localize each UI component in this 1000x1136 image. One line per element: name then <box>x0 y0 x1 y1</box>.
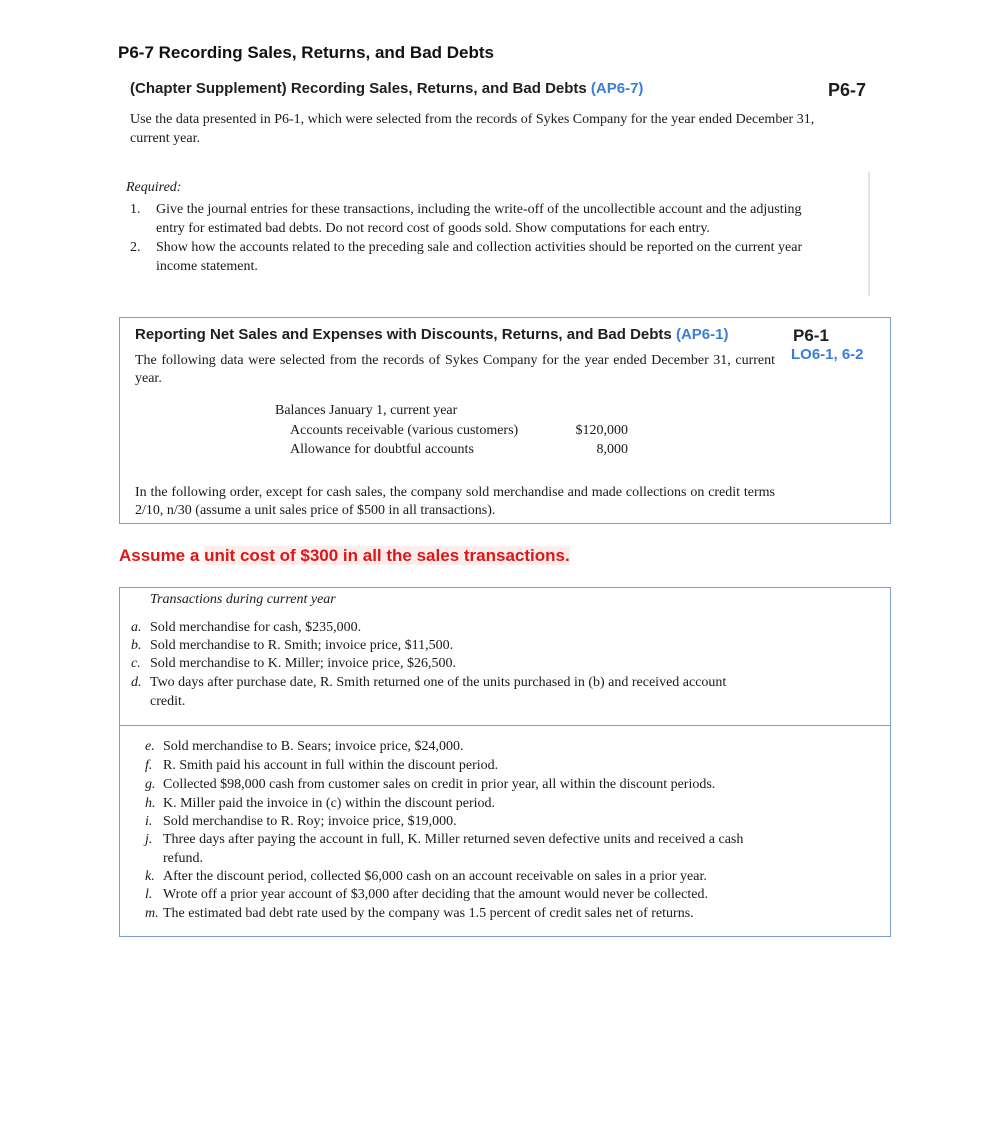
p6-1-heading-text: Reporting Net Sales and Expenses with Discounts, Returns, and Bad Debts <box>135 326 672 343</box>
transaction-letter: k. <box>145 869 155 884</box>
p6-1-code: (AP6-1) <box>675 326 729 343</box>
transaction-letter: l. <box>145 887 153 902</box>
transaction-item <box>131 637 831 657</box>
transaction-text: Sold merchandise to K. Miller; invoice price, $26,500. <box>150 656 456 671</box>
transaction-letter: c. <box>131 656 141 671</box>
transaction-item <box>145 795 845 815</box>
p6-7-heading <box>130 80 643 97</box>
transaction-item <box>145 738 845 758</box>
required-list <box>126 200 816 276</box>
transaction-item <box>131 674 831 712</box>
transaction-letter: g. <box>145 777 156 792</box>
transaction-text: The estimated bad debt rate used by the company was 1.5 percent of credit sales net of returns. <box>163 906 694 921</box>
transaction-item <box>145 868 845 888</box>
required-item-number: 2. <box>130 240 141 255</box>
balance-label-accounts-receivable: Accounts receivable (various customers) <box>290 423 519 438</box>
assumption-note <box>119 546 570 566</box>
balance-label-allowance: Allowance for doubtful accounts <box>290 442 474 457</box>
transaction-text: Sold merchandise to B. Sears; invoice price, $24,000. <box>163 739 464 754</box>
transaction-text-continued: refund. <box>163 851 204 866</box>
transaction-letter: i. <box>145 814 153 829</box>
transaction-item <box>131 655 831 675</box>
required-item <box>126 200 816 238</box>
transaction-text: Three days after paying the account in full, K. Miller returned seven defective units and received a cash <box>163 832 744 847</box>
assumption-highlight: unit cost of $300 in all the sales transactions. <box>204 546 570 565</box>
p6-1-intro: The following data were selected from the records of Sykes Company for the year ended December 31, current year. <box>135 353 775 386</box>
required-item-text: Show how the accounts related to the preceding sale and collection activities should be reported on the current year income statement. <box>156 240 803 274</box>
transaction-text: K. Miller paid the invoice in (c) within the discount period. <box>163 796 496 811</box>
p6-7-code: (AP6-7) <box>590 80 644 97</box>
balance-value-allowance: 8,000 <box>596 442 628 457</box>
p6-7-heading-text: (Chapter Supplement) Recording Sales, Returns, and Bad Debts <box>130 80 587 97</box>
page-title: P6-7 Recording Sales, Returns, and Bad Debts <box>118 43 494 62</box>
assumption-prefix: Assume a <box>119 546 200 565</box>
transaction-letter: d. <box>131 675 142 690</box>
transaction-item <box>145 905 845 925</box>
transaction-letter: m. <box>145 906 159 921</box>
p6-1-heading <box>135 326 728 343</box>
transaction-letter: b. <box>131 638 142 653</box>
transaction-letter: j. <box>145 832 153 847</box>
transaction-item <box>145 776 845 796</box>
transaction-text: R. Smith paid his account in full within the discount period. <box>163 758 499 773</box>
p6-7-number: P6-7 <box>828 80 867 100</box>
transaction-letter: f. <box>145 758 153 773</box>
transaction-letter: h. <box>145 796 156 811</box>
required-item <box>126 238 816 276</box>
transaction-text: Sold merchandise to R. Roy; invoice price, $19,000. <box>163 814 457 829</box>
transaction-text: After the discount period, collected $6,000 cash on an account receivable on sales in a prior year. <box>163 869 707 884</box>
transaction-letter: e. <box>145 739 155 754</box>
transaction-letter: a. <box>131 620 142 635</box>
transaction-text: Sold merchandise for cash, $235,000. <box>150 620 362 635</box>
transaction-item <box>145 813 845 833</box>
transaction-item <box>145 831 845 869</box>
p6-1-order-text: In the following order, except for cash sales, the company sold merchandise and made collections on credit terms 2/10, n/30 (assume a unit sales price of $500 in all transactions). <box>135 485 775 518</box>
transaction-text-continued: credit. <box>150 694 186 709</box>
p6-1-number: P6-1 <box>793 326 829 345</box>
transaction-text: Sold merchandise to R. Smith; invoice price, $11,500. <box>150 638 454 653</box>
transaction-text: Two days after purchase date, R. Smith returned one of the units purchased in (b) and received account <box>150 675 727 690</box>
balance-value-accounts-receivable: $120,000 <box>575 423 628 438</box>
transactions-title: Transactions during current year <box>150 592 336 607</box>
p6-1-learning-objectives: LO6-1, 6-2 <box>791 346 864 363</box>
required-item-number: 1. <box>130 202 141 217</box>
transaction-item <box>131 619 831 639</box>
transaction-item <box>145 757 845 777</box>
required-label: Required: <box>126 180 182 195</box>
transaction-text: Wrote off a prior year account of $3,000 after deciding that the amount would never be collected. <box>163 887 708 902</box>
transaction-item <box>145 886 845 906</box>
balances-title: Balances January 1, current year <box>275 403 458 418</box>
transactions-divider <box>119 725 891 726</box>
required-item-text: Give the journal entries for these transactions, including the write-off of the uncollectible account and the adjusting entry for estimated bad debts. Do not record cost of goods sold. Show computations for each entry. <box>156 202 802 236</box>
p6-7-intro: Use the data presented in P6-1, which were selected from the records of Sykes Company for the year ended December 31, current year. <box>130 112 815 146</box>
transaction-text: Collected $98,000 cash from customer sales on credit in prior year, all within the discount periods. <box>163 777 716 792</box>
